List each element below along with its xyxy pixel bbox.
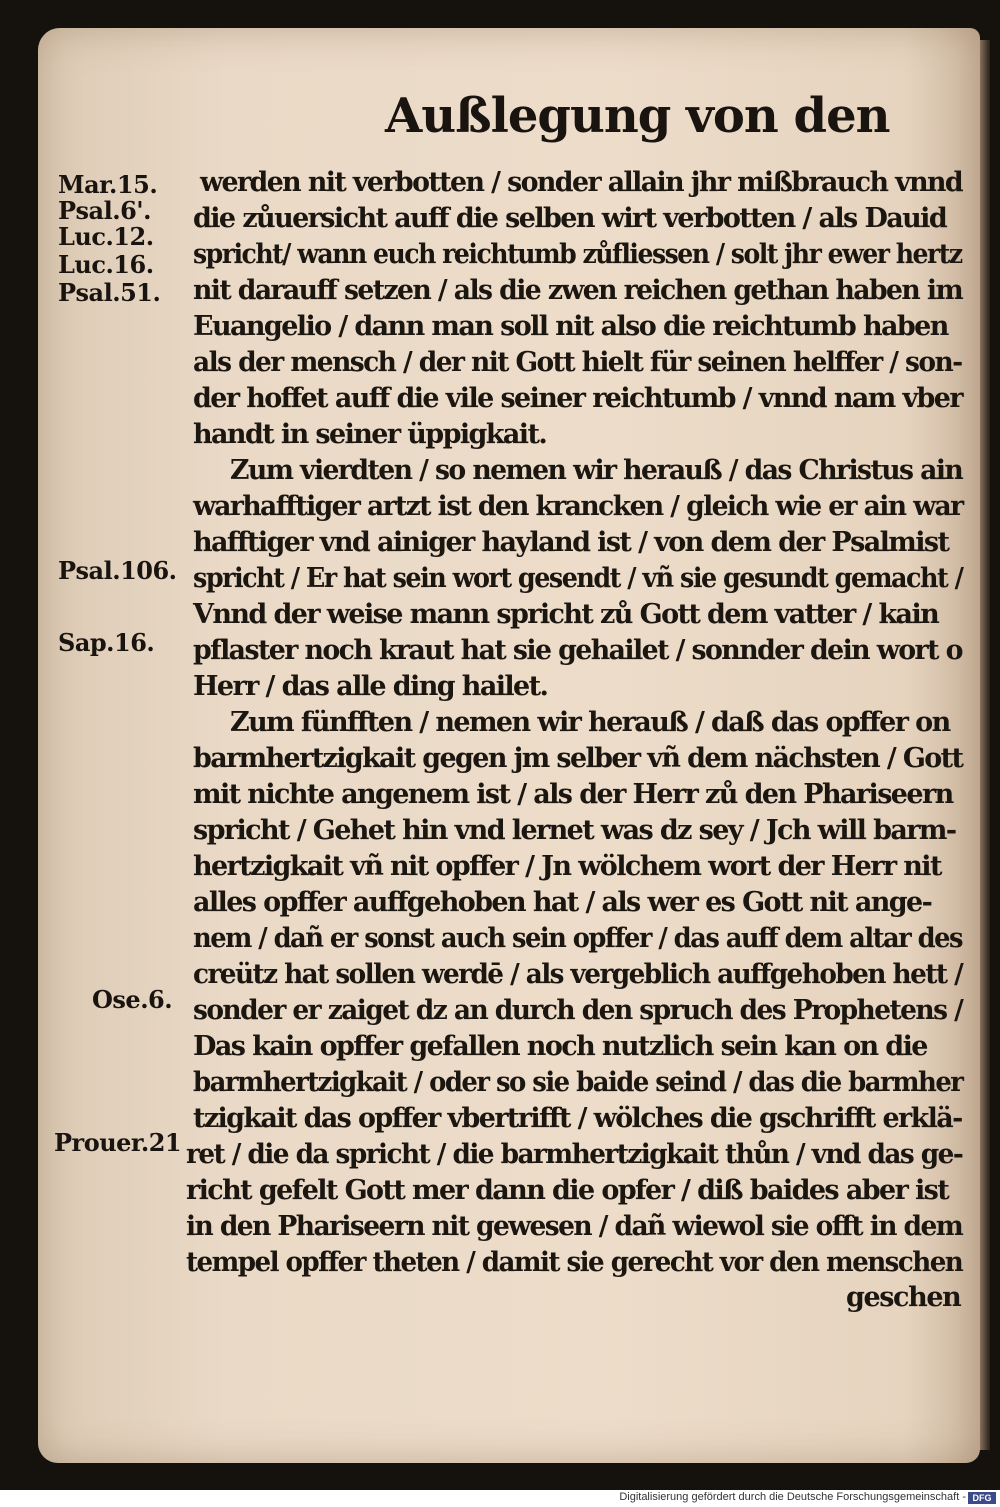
- text-line: tzigkait das opffer vbertrifft / wölches die gschrifft erklä-: [193, 1103, 962, 1134]
- text-line: spricht / Gehet hin vnd lernet was dz sey / Jch will barm-: [193, 815, 956, 846]
- text-line: Zum vierdten / so nemen wir herauß / das Christus ain: [230, 455, 963, 486]
- text-line: spricht/ wann euch reichtumb zůfliessen / solt jhr ewer hertz: [193, 239, 962, 270]
- margin-note: Ose.6.: [92, 985, 173, 1014]
- text-line: die zůuersicht auff die selben wirt verbotten / als Dauid: [193, 203, 947, 234]
- text-line: hertzigkait vñ nit opffer / Jn wölchem wort der Herr nit: [193, 851, 941, 882]
- text-line: der hoffet auff die vile seiner reichtumb / vnnd nam vber: [193, 383, 962, 414]
- text-line: tempel opffer theten / damit sie gerecht vor den menschen: [186, 1247, 963, 1278]
- text-line: warhafftiger artzt ist den krancken / gleich wie er ain war: [193, 491, 963, 522]
- text-line: werden nit verbotten / sonder allain jhr mißbrauch vnnd: [200, 167, 963, 198]
- text-line: Zum fünfften / nemen wir herauß / daß das opffer on: [230, 707, 950, 738]
- margin-note: Mar.15.: [58, 170, 158, 199]
- text-line: als der mensch / der nit Gott hielt für seinen helffer / son-: [193, 347, 962, 378]
- text-line: hafftiger vnd ainiger hayland ist / von dem der Psalmist: [193, 527, 949, 558]
- text-line: richt gefelt Gott mer dann die opfer / diß baides aber ist: [186, 1175, 949, 1206]
- text-line: in den Phariseern nit gewesen / dañ wiewol sie offt in dem: [186, 1211, 963, 1242]
- margin-note: Luc.12.: [58, 222, 154, 251]
- text-line: Euangelio / dann man soll nit also die reichtumb haben: [193, 311, 948, 342]
- margin-note: Sap.16.: [58, 628, 155, 657]
- text-line: nem / dañ er sonst auch sein opffer / das auff dem altar des: [193, 923, 962, 954]
- footer-bar: [0, 1490, 1000, 1507]
- text-line: ret / die da spricht / die barmhertzigkait thůn / vnd das ge-: [186, 1139, 963, 1170]
- text-line: nit darauff setzen / als die zwen reichen gethan haben im: [193, 275, 963, 306]
- margin-note: Psal.106.: [58, 556, 177, 585]
- text-line: spricht / Er hat sein wort gesendt / vñ sie gesundt gemacht /: [193, 563, 963, 594]
- footer-credit: Digitalisierung gefördert durch die Deutsche Forschungsgemeinschaft -: [619, 1491, 966, 1503]
- margin-note: Prouer.21: [54, 1128, 182, 1157]
- catchword: geschen: [846, 1282, 961, 1313]
- text-line: handt in seiner üppigkait.: [193, 419, 547, 450]
- text-line: pflaster noch kraut hat sie gehailet / sonnder dein wort o: [193, 635, 962, 666]
- text-line: barmhertzigkait / oder so sie baide seind / das die barmher: [193, 1067, 963, 1098]
- running-head: Außlegung von den: [385, 88, 890, 144]
- text-line: creütz hat sollen werdē / als vergeblich auffgehoben hett /: [193, 959, 963, 990]
- margin-note: Psal.6'.: [58, 196, 151, 225]
- text-line: barmhertzigkait gegen jm selber vñ dem nächsten / Gott: [193, 743, 963, 774]
- text-line: sonder er zaiget dz an durch den spruch des Prophetens /: [193, 995, 963, 1026]
- text-line: Das kain opffer gefallen noch nutzlich sein kan on die: [193, 1031, 927, 1062]
- dfg-logo-icon: DFG: [968, 1492, 996, 1504]
- text-line: alles opffer auffgehoben hat / als wer es Gott nit ange-: [193, 887, 932, 918]
- text-line: Herr / das alle ding hailet.: [193, 671, 548, 702]
- text-line: Vnnd der weise mann spricht zů Gott dem vatter / kain: [193, 599, 939, 630]
- margin-note: Psal.51.: [58, 278, 161, 307]
- text-line: mit nichte angenem ist / als der Herr zů den Phariseern: [193, 779, 953, 810]
- margin-note: Luc.16.: [58, 250, 154, 279]
